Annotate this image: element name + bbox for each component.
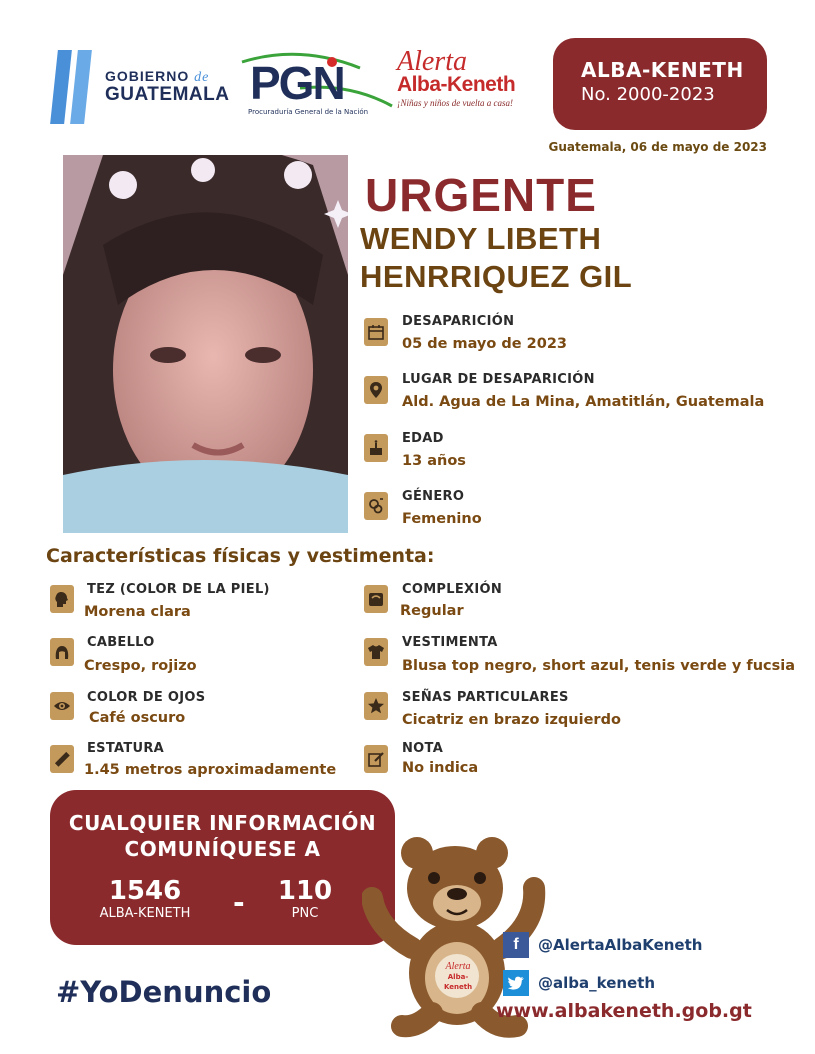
gender-value: Femenino (402, 511, 482, 527)
person-name-line2: HENRRIQUEZ GIL (360, 259, 633, 294)
disappearance-place-value: Ald. Agua de La Mina, Amatitlán, Guatemala (402, 394, 765, 410)
gender-label: GÉNERO (402, 489, 465, 504)
hashtag: #YoDenuncio (56, 975, 272, 1009)
location-pin-icon (364, 376, 388, 404)
note-value: No indica (402, 760, 479, 776)
clothing-value: Blusa top negro, short azul, tenis verde y fucsia (402, 658, 796, 674)
ruler-icon (50, 745, 74, 773)
facebook-handle[interactable]: @AlertaAlbaKeneth (538, 936, 703, 954)
bear-badge: Alerta Alba-Keneth (443, 961, 473, 991)
gobierno-logo-mark (52, 50, 92, 124)
hair-value: Crespo, rojizo (84, 658, 197, 674)
gender-icon (364, 492, 388, 520)
twitter-icon[interactable] (503, 970, 529, 996)
pgn-wordmark: PGN (250, 57, 344, 109)
urgent-heading: URGENTE (365, 169, 597, 221)
alerta-alba-keneth-logo: Alerta Alba-Keneth ¡Niñas y niños de vuelta a casa! (397, 46, 516, 108)
cake-icon (364, 434, 388, 462)
gobierno-logo-text: GOBIERNO de GUATEMALA (105, 68, 230, 105)
build-label: COMPLEXIÓN (402, 582, 503, 597)
eye-color-value: Café oscuro (89, 710, 186, 726)
phone-separator: - (233, 886, 245, 919)
facebook-icon[interactable]: f (503, 932, 529, 958)
hair-icon (50, 638, 74, 666)
age-value: 13 años (402, 453, 466, 469)
twitter-handle[interactable]: @alba_keneth (538, 974, 656, 992)
alert-program-title: ALBA-KENETH (581, 58, 744, 82)
pgn-logo (240, 48, 395, 120)
disappearance-place-label: LUGAR DE DESAPARICIÓN (402, 372, 595, 387)
note-label: NOTA (402, 741, 444, 756)
hair-label: CABELLO (87, 635, 155, 650)
skin-tone-label: TEZ (COLOR DE LA PIEL) (87, 582, 270, 597)
alba-keneth-phone-number[interactable]: 1546 (108, 876, 182, 906)
scale-icon (364, 585, 388, 613)
contact-message: CUALQUIER INFORMACIÓN COMUNÍQUESE A (68, 811, 377, 861)
shirt-icon (364, 638, 388, 666)
clothing-label: VESTIMENTA (402, 635, 498, 650)
age-label: EDAD (402, 431, 444, 446)
disappearance-date-value: 05 de mayo de 2023 (402, 336, 568, 352)
pgn-subtitle: Procuraduría General de la Nación (248, 108, 369, 116)
skin-tone-value: Morena clara (84, 604, 191, 620)
build-value: Regular (400, 603, 464, 619)
website-link[interactable]: www.albakeneth.gob.gt (496, 1000, 752, 1022)
person-name (360, 220, 800, 296)
physical-characteristics-heading: Características físicas y vestimenta: (46, 545, 435, 567)
disappearance-date-label: DESAPARICIÓN (402, 314, 515, 329)
eye-icon (50, 692, 74, 720)
distinguishing-marks-label: SEÑAS PARTICULARES (402, 690, 569, 705)
alert-date: Guatemala, 06 de mayo de 2023 (548, 140, 767, 154)
missing-person-photo (63, 155, 348, 533)
pnc-phone-label: PNC (291, 906, 319, 921)
alba-keneth-phone-label: ALBA-KENETH (99, 906, 191, 921)
height-value: 1.45 metros aproximadamente (84, 762, 337, 778)
star-icon (364, 692, 388, 720)
alert-number: No. 2000-2023 (581, 84, 715, 105)
person-name-line1: WENDY LIBETH (360, 221, 602, 256)
note-edit-icon (364, 745, 388, 773)
pnc-phone-number[interactable]: 110 (277, 876, 333, 906)
height-label: ESTATURA (87, 741, 165, 756)
alert-number-badge (553, 38, 767, 130)
calendar-icon (364, 318, 388, 346)
eye-color-label: COLOR DE OJOS (87, 690, 206, 705)
distinguishing-marks-value: Cicatriz en brazo izquierdo (402, 712, 621, 728)
contact-box (50, 790, 395, 945)
head-profile-icon (50, 585, 74, 613)
